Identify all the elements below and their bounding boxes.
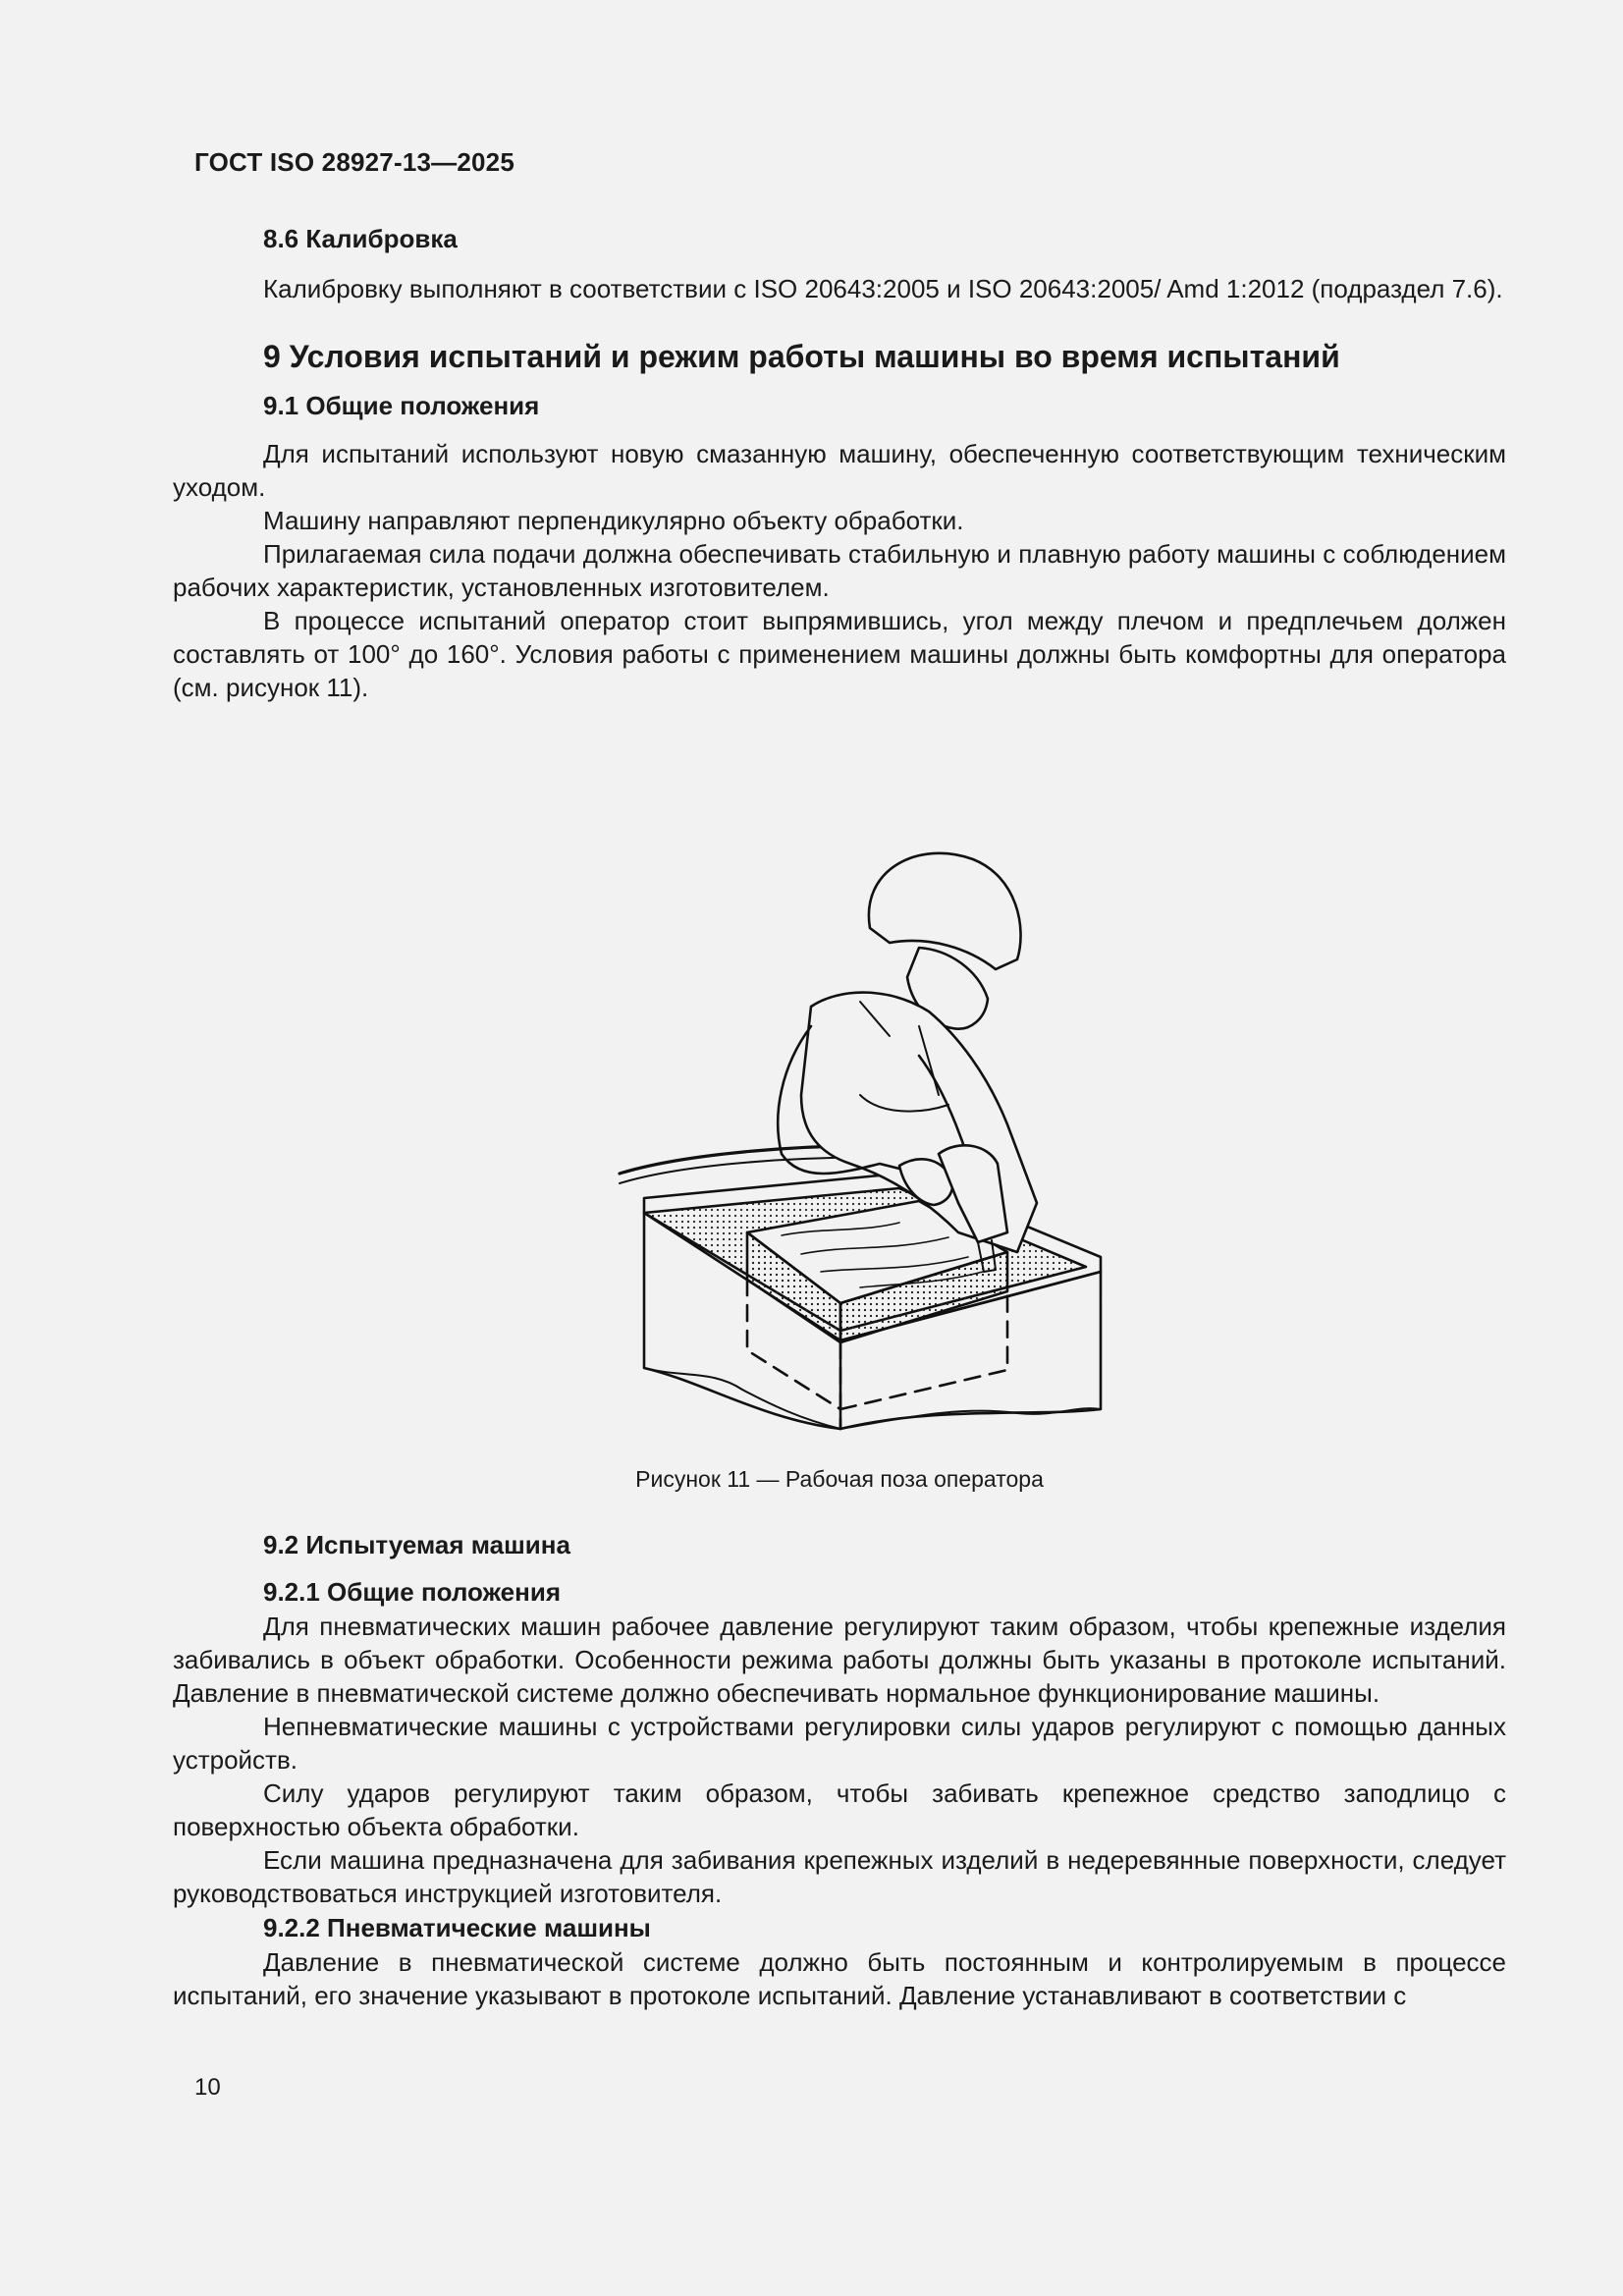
paragraph: Машину направляют перпендикулярно объекту обработки. [263,506,964,535]
paragraph: Давление в пневматической системе должно быть постоянным и контролируемым в процессе испытаний, его значение указывают в протоколе испытаний. Давление устанавливают в соответствии с [173,1947,1506,2010]
paragraph: Непневматические машины с устройствами регулировки силы ударов регулируют с помощью данных устройств. [173,1712,1506,1775]
section-9-2 [173,1527,1506,2012]
paragraph: Для испытаний используют новую смазанную машину, обеспеченную соответствующим техническим уходом. [173,439,1506,502]
section-9-1-heading: 9.1 Общие положения [263,391,540,420]
paragraph: Силу ударов регулируют таким образом, чтобы забивать крепежное средство заподлицо с поверхностью объекта обработки. [173,1778,1506,1841]
section-9-1 [173,388,1506,704]
section-8-6-heading: 8.6 Калибровка [263,224,458,253]
paragraph: Если машина предназначена для забивания крепежных изделий в недеревянные поверхности, следует руководствоваться инструкцией изготовителя. [173,1845,1506,1908]
paragraph: Для пневматических машин рабочее давление регулируют таким образом, чтобы крепежные изделия забивались в объект обработки. Особенности режима работы должны быть указаны в протоколе испытаний. Давление в пневматической системе должно обеспечивать нормальное функционирование машины. [173,1612,1506,1708]
section-9-2-heading: 9.2 Испытуемая машина [263,1530,570,1559]
standard-designation: ГОСТ ISO 28927-13—2025 [194,147,514,177]
figure-11 [173,741,1506,1449]
operator-posture-illustration [173,741,1506,1449]
paragraph: Калибровку выполняют в соответствии с ISO 20643:2005 и ISO 20643:2005/ Amd 1:2012 (подраздел 7.6). [263,274,1503,303]
paragraph: Прилагаемая сила подачи должна обеспечивать стабильную и плавную работу машины с соблюдением рабочих характеристик, установленных изготовителем. [173,539,1506,602]
page-body [173,221,1506,2012]
paragraph: В процессе испытаний оператор стоит выпрямившись, угол между плечом и предплечьем должен составлять от 100° до 160°. Условия работы с применением машины должны быть комфортны для оператора (см. рисунок 11). [173,606,1506,702]
section-8-6 [173,221,1506,305]
box-cut-line [644,1368,1101,1429]
section-9-2-1-heading: 9.2.1 Общие положения [263,1577,561,1607]
section-9-heading: 9 Условия испытаний и режим работы машины во время испытаний [263,339,1340,374]
figure-11-caption: Рисунок 11 — Рабочая поза оператора [635,1466,1044,1492]
page-number: 10 [194,2074,221,2101]
operator-helmet [869,853,1021,969]
section-9-2-2-heading: 9.2.2 Пневматические машины [263,1913,651,1942]
